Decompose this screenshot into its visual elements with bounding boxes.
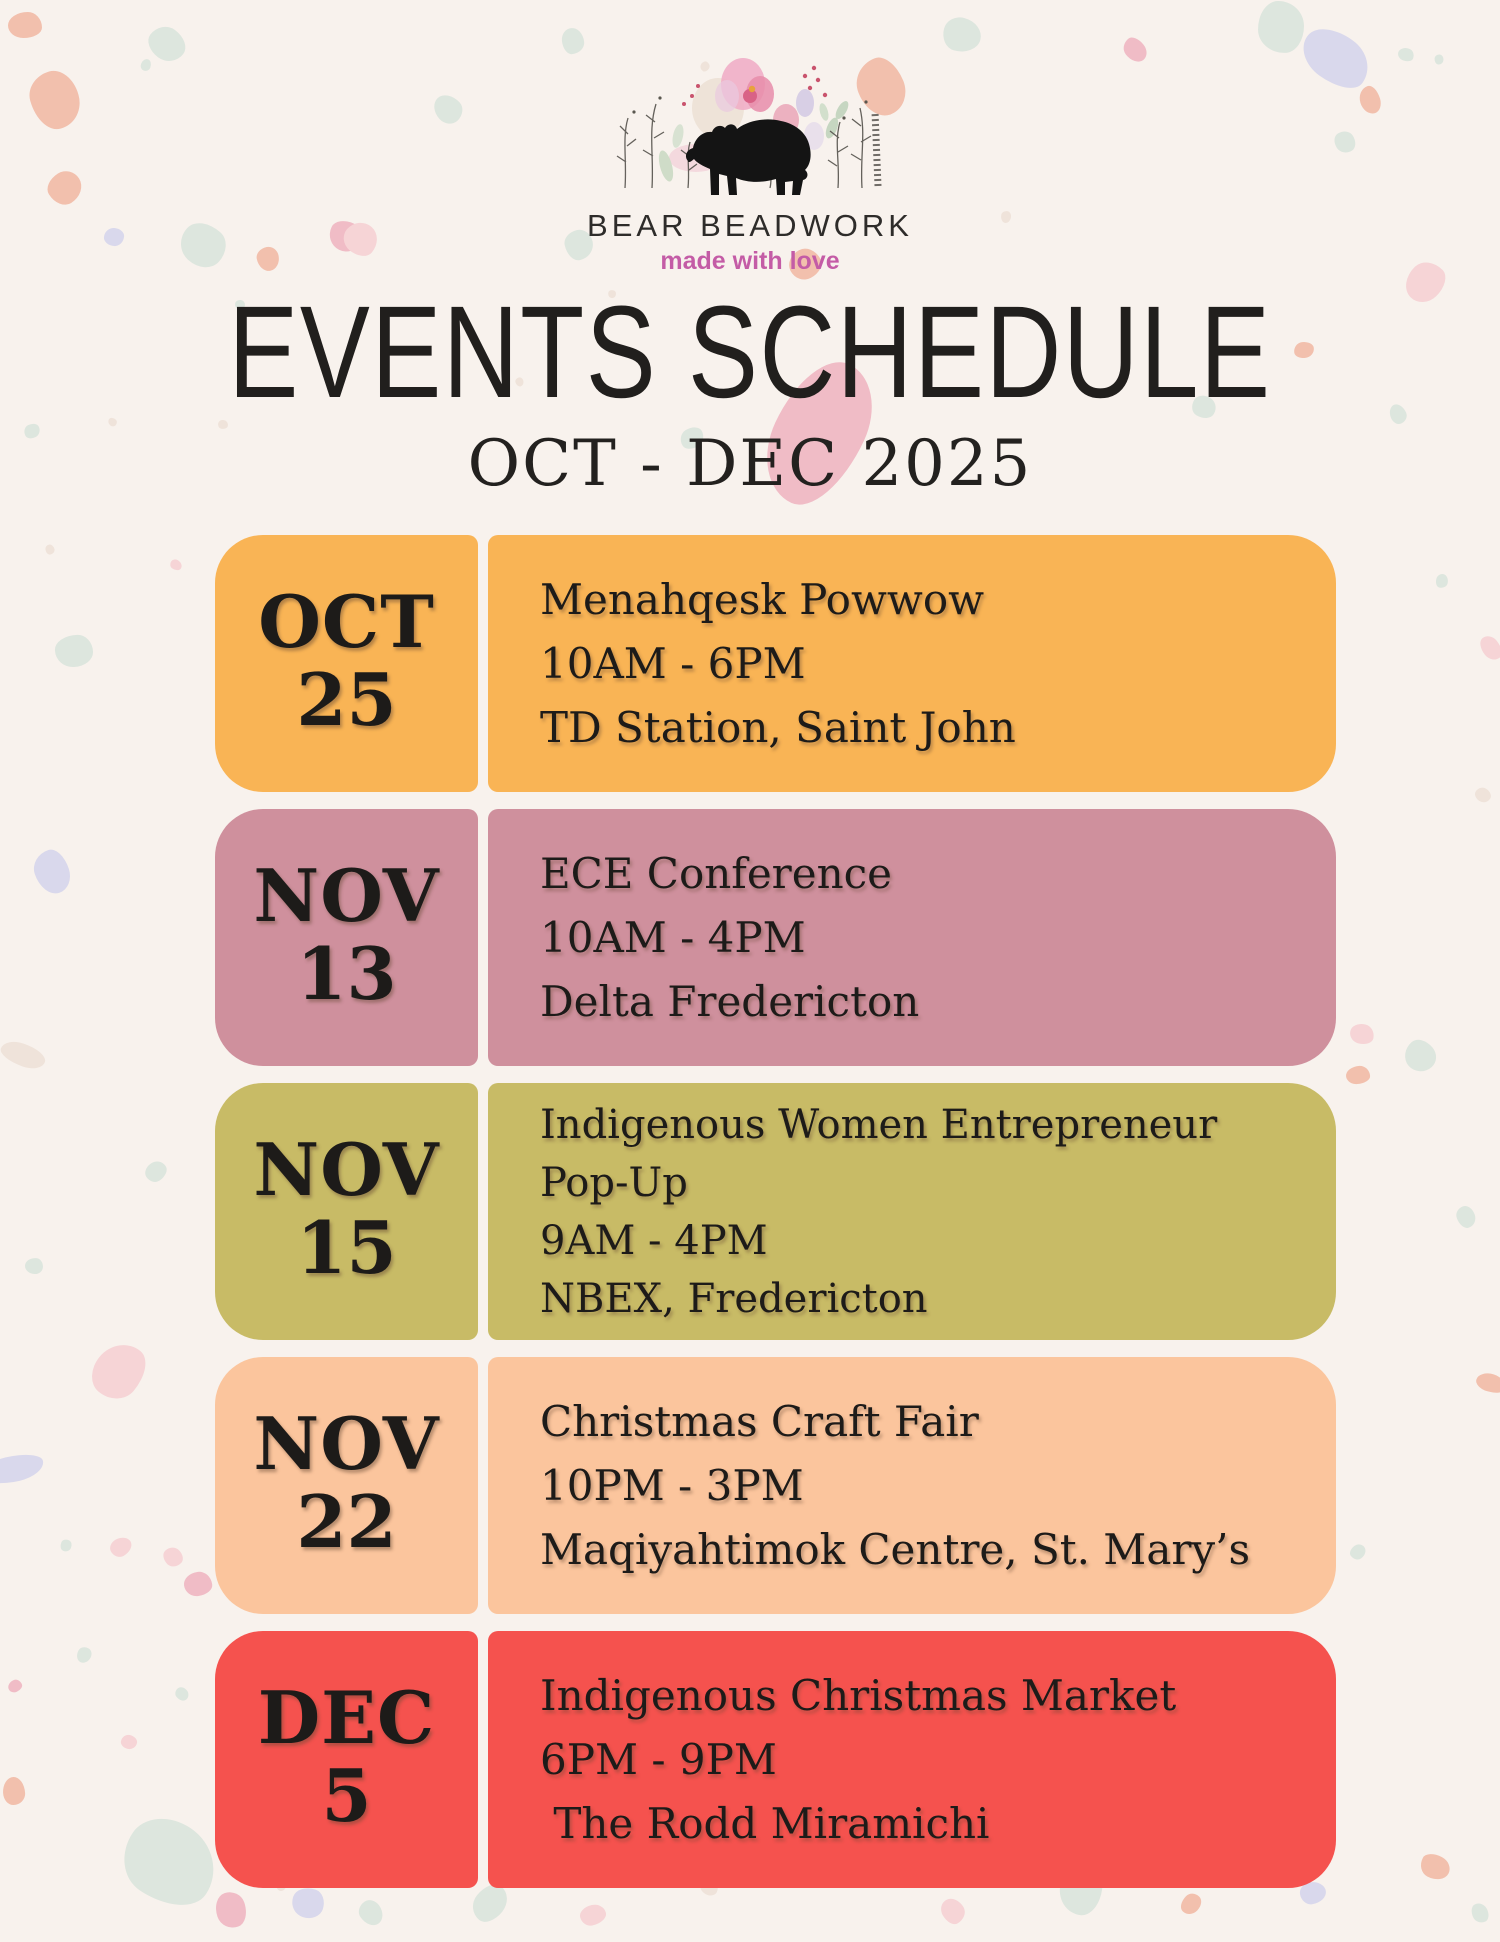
brand-logo bbox=[0, 0, 1500, 276]
event-detail-line: Indigenous Christmas Market bbox=[540, 1670, 1177, 1720]
terrazzo-blob bbox=[578, 1902, 608, 1928]
event-month: NOV bbox=[253, 853, 440, 939]
bear-flowers-logo-icon bbox=[600, 38, 900, 208]
event-date-badge bbox=[215, 1631, 478, 1888]
event-detail-line: 10AM - 6PM bbox=[540, 638, 806, 688]
event-row bbox=[215, 535, 1336, 792]
event-day: 25 bbox=[296, 657, 397, 743]
event-row bbox=[215, 1631, 1336, 1888]
event-detail-line: Menahqesk Powwow bbox=[540, 574, 985, 624]
event-details bbox=[488, 535, 1336, 792]
event-detail-line: The Rodd Miramichi bbox=[540, 1798, 990, 1848]
event-row bbox=[215, 809, 1336, 1066]
event-day: 5 bbox=[321, 1753, 372, 1839]
terrazzo-blob bbox=[937, 1894, 969, 1928]
event-date-badge bbox=[215, 1357, 478, 1614]
event-details bbox=[488, 809, 1336, 1066]
event-month: NOV bbox=[253, 1401, 440, 1487]
event-detail-line: Pop-Up bbox=[540, 1159, 688, 1206]
event-date-badge bbox=[215, 1083, 478, 1340]
event-row bbox=[215, 1083, 1336, 1340]
event-list bbox=[215, 535, 1336, 1888]
event-month: NOV bbox=[253, 1127, 440, 1213]
terrazzo-blob bbox=[1469, 1901, 1492, 1926]
event-detail-line: 10AM - 4PM bbox=[540, 912, 806, 962]
page-subtitle: OCT - DEC 2025 bbox=[467, 427, 1033, 501]
event-detail-line: Maqiyahtimok Centre, St. Mary’s bbox=[540, 1524, 1251, 1574]
event-month: DEC bbox=[257, 1675, 436, 1761]
event-details bbox=[488, 1631, 1336, 1888]
event-month: OCT bbox=[258, 579, 435, 665]
event-detail-line: NBEX, Fredericton bbox=[540, 1275, 928, 1322]
event-detail-line: 10PM - 3PM bbox=[540, 1460, 804, 1510]
event-detail-line: Indigenous Women Entrepreneur bbox=[540, 1101, 1218, 1148]
terrazzo-blob bbox=[288, 1884, 328, 1922]
terrazzo-blob bbox=[211, 1888, 251, 1932]
event-date-badge bbox=[215, 809, 478, 1066]
event-day: 22 bbox=[296, 1479, 397, 1565]
event-date-badge bbox=[215, 535, 478, 792]
event-detail-line: 9AM - 4PM bbox=[540, 1217, 768, 1264]
event-detail-line: ECE Conference bbox=[540, 848, 893, 898]
event-detail-line: Christmas Craft Fair bbox=[540, 1396, 979, 1446]
event-day: 15 bbox=[296, 1205, 397, 1291]
event-day: 13 bbox=[296, 931, 397, 1017]
event-detail-line: TD Station, Saint John bbox=[540, 702, 1016, 752]
event-details bbox=[488, 1083, 1336, 1340]
event-detail-line: Delta Fredericton bbox=[540, 976, 920, 1026]
terrazzo-blob bbox=[1177, 1890, 1205, 1918]
page-title: EVENTS SCHEDULE bbox=[228, 278, 1272, 425]
event-row bbox=[215, 1357, 1336, 1614]
brand-name: BEAR BEADWORK bbox=[587, 208, 913, 243]
brand-tagline: made with love bbox=[660, 247, 840, 275]
terrazzo-blob bbox=[355, 1896, 388, 1930]
event-detail-line: 6PM - 9PM bbox=[540, 1734, 777, 1784]
event-details bbox=[488, 1357, 1336, 1614]
